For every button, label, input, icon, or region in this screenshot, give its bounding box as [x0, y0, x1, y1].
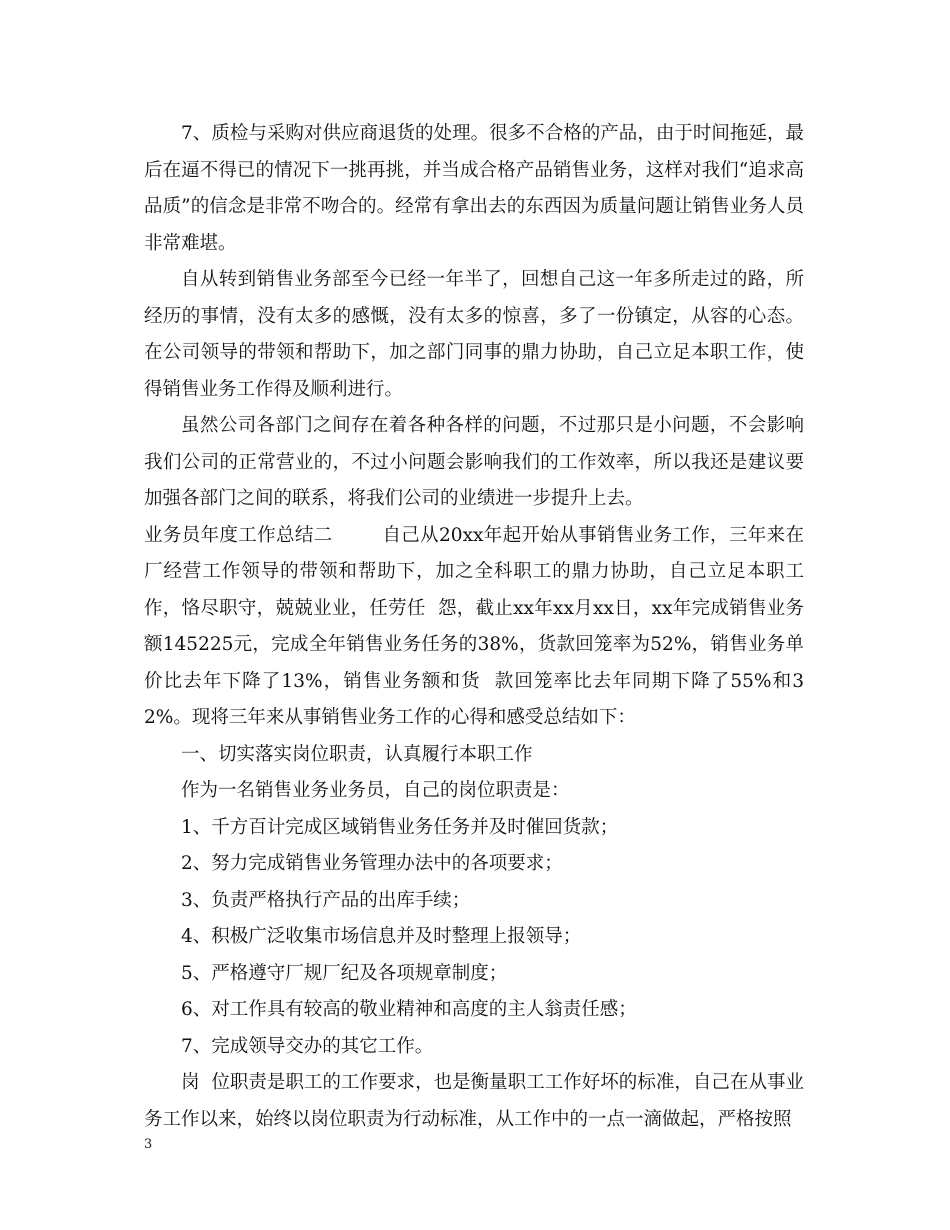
paragraph: 作为一名销售业务业务员，自己的岗位职责是：: [181, 780, 570, 801]
list-item: 2、努力完成销售业务管理办法中的各项要求；: [181, 853, 563, 874]
paragraph: 7、质检与采购对供应商退货的处理。很多不合格的产品，由于时间拖延，最后在逼不得已的情况下一挑再挑，并当成合格产品销售业务，这样对我们“追求高品质”的信念是非常不吻合的。经常有拿出去的东西因为质量问题让销售业务人员非常难堪。: [144, 123, 804, 254]
list-item: 6、对工作具有较高的敬业精神和高度的主人翁责任感；: [181, 999, 637, 1020]
list-item: 3、负责严格执行产品的出库手续；: [181, 889, 471, 911]
list-item: 1、千方百计完成区域销售业务任务并及时催回货款；: [181, 816, 619, 838]
list-item: 5、严格遵守厂规厂纪及各项规章制度；: [181, 962, 508, 984]
paragraph: 自从转到销售业务部至今已经一年半了，回想自己这一年多所走过的路，所经历的事情，没有太多的感慨，没有太多的惊喜，多了一份镇定，从容的心态。在公司领导的带领和帮助下，加之部门同事的鼎力协助，自己立足本职工作，使得销售业务工作得及顺利进行。: [144, 269, 804, 400]
page-number: 3: [144, 1137, 153, 1152]
paragraph: 虽然公司各部门之间存在着各种各样的问题，不过那只是小问题，不会影响我们公司的正常营业的，不过小问题会影响我们的工作效率，所以我还是建议要加强各部门之间的联系，将我们公司的业绩进一步提升上去。: [144, 415, 804, 509]
list-item: 7、完成领导交办的其它工作。: [181, 1035, 434, 1057]
document-body: [144, 116, 804, 1138]
paragraph: 业务员年度工作总结二 自己从20xx年起开始从事销售业务工作，三年来在厂经营工作领导的带领和帮助下，加之全科职工的鼎力协助，自己立足本职工作，恪尽职守，兢兢业业，任劳任 怨，截止xx年xx月xx日，xx年完成销售业务额145225元，完成全年销售业务任务的38%，货款回笼率为52%，销售业务单价比去年下降了13%，销售业务额和货 款回笼率比去年同期下降了55%和32%。现将三年来从事销售业务工作的心得和感受总结如下：: [144, 524, 804, 728]
paragraph: 岗 位职责是职工的工作要求，也是衡量职工工作好坏的标准，自己在从事业务工作以来，始终以岗位职责为行动标准，从工作中的一点一滴做起，严格按照: [144, 1072, 804, 1130]
section-heading: 一、切实落实岗位职责，认真履行本职工作: [181, 743, 533, 765]
list-item: 4、积极广泛收集市场信息并及时整理上报领导；: [181, 926, 582, 947]
